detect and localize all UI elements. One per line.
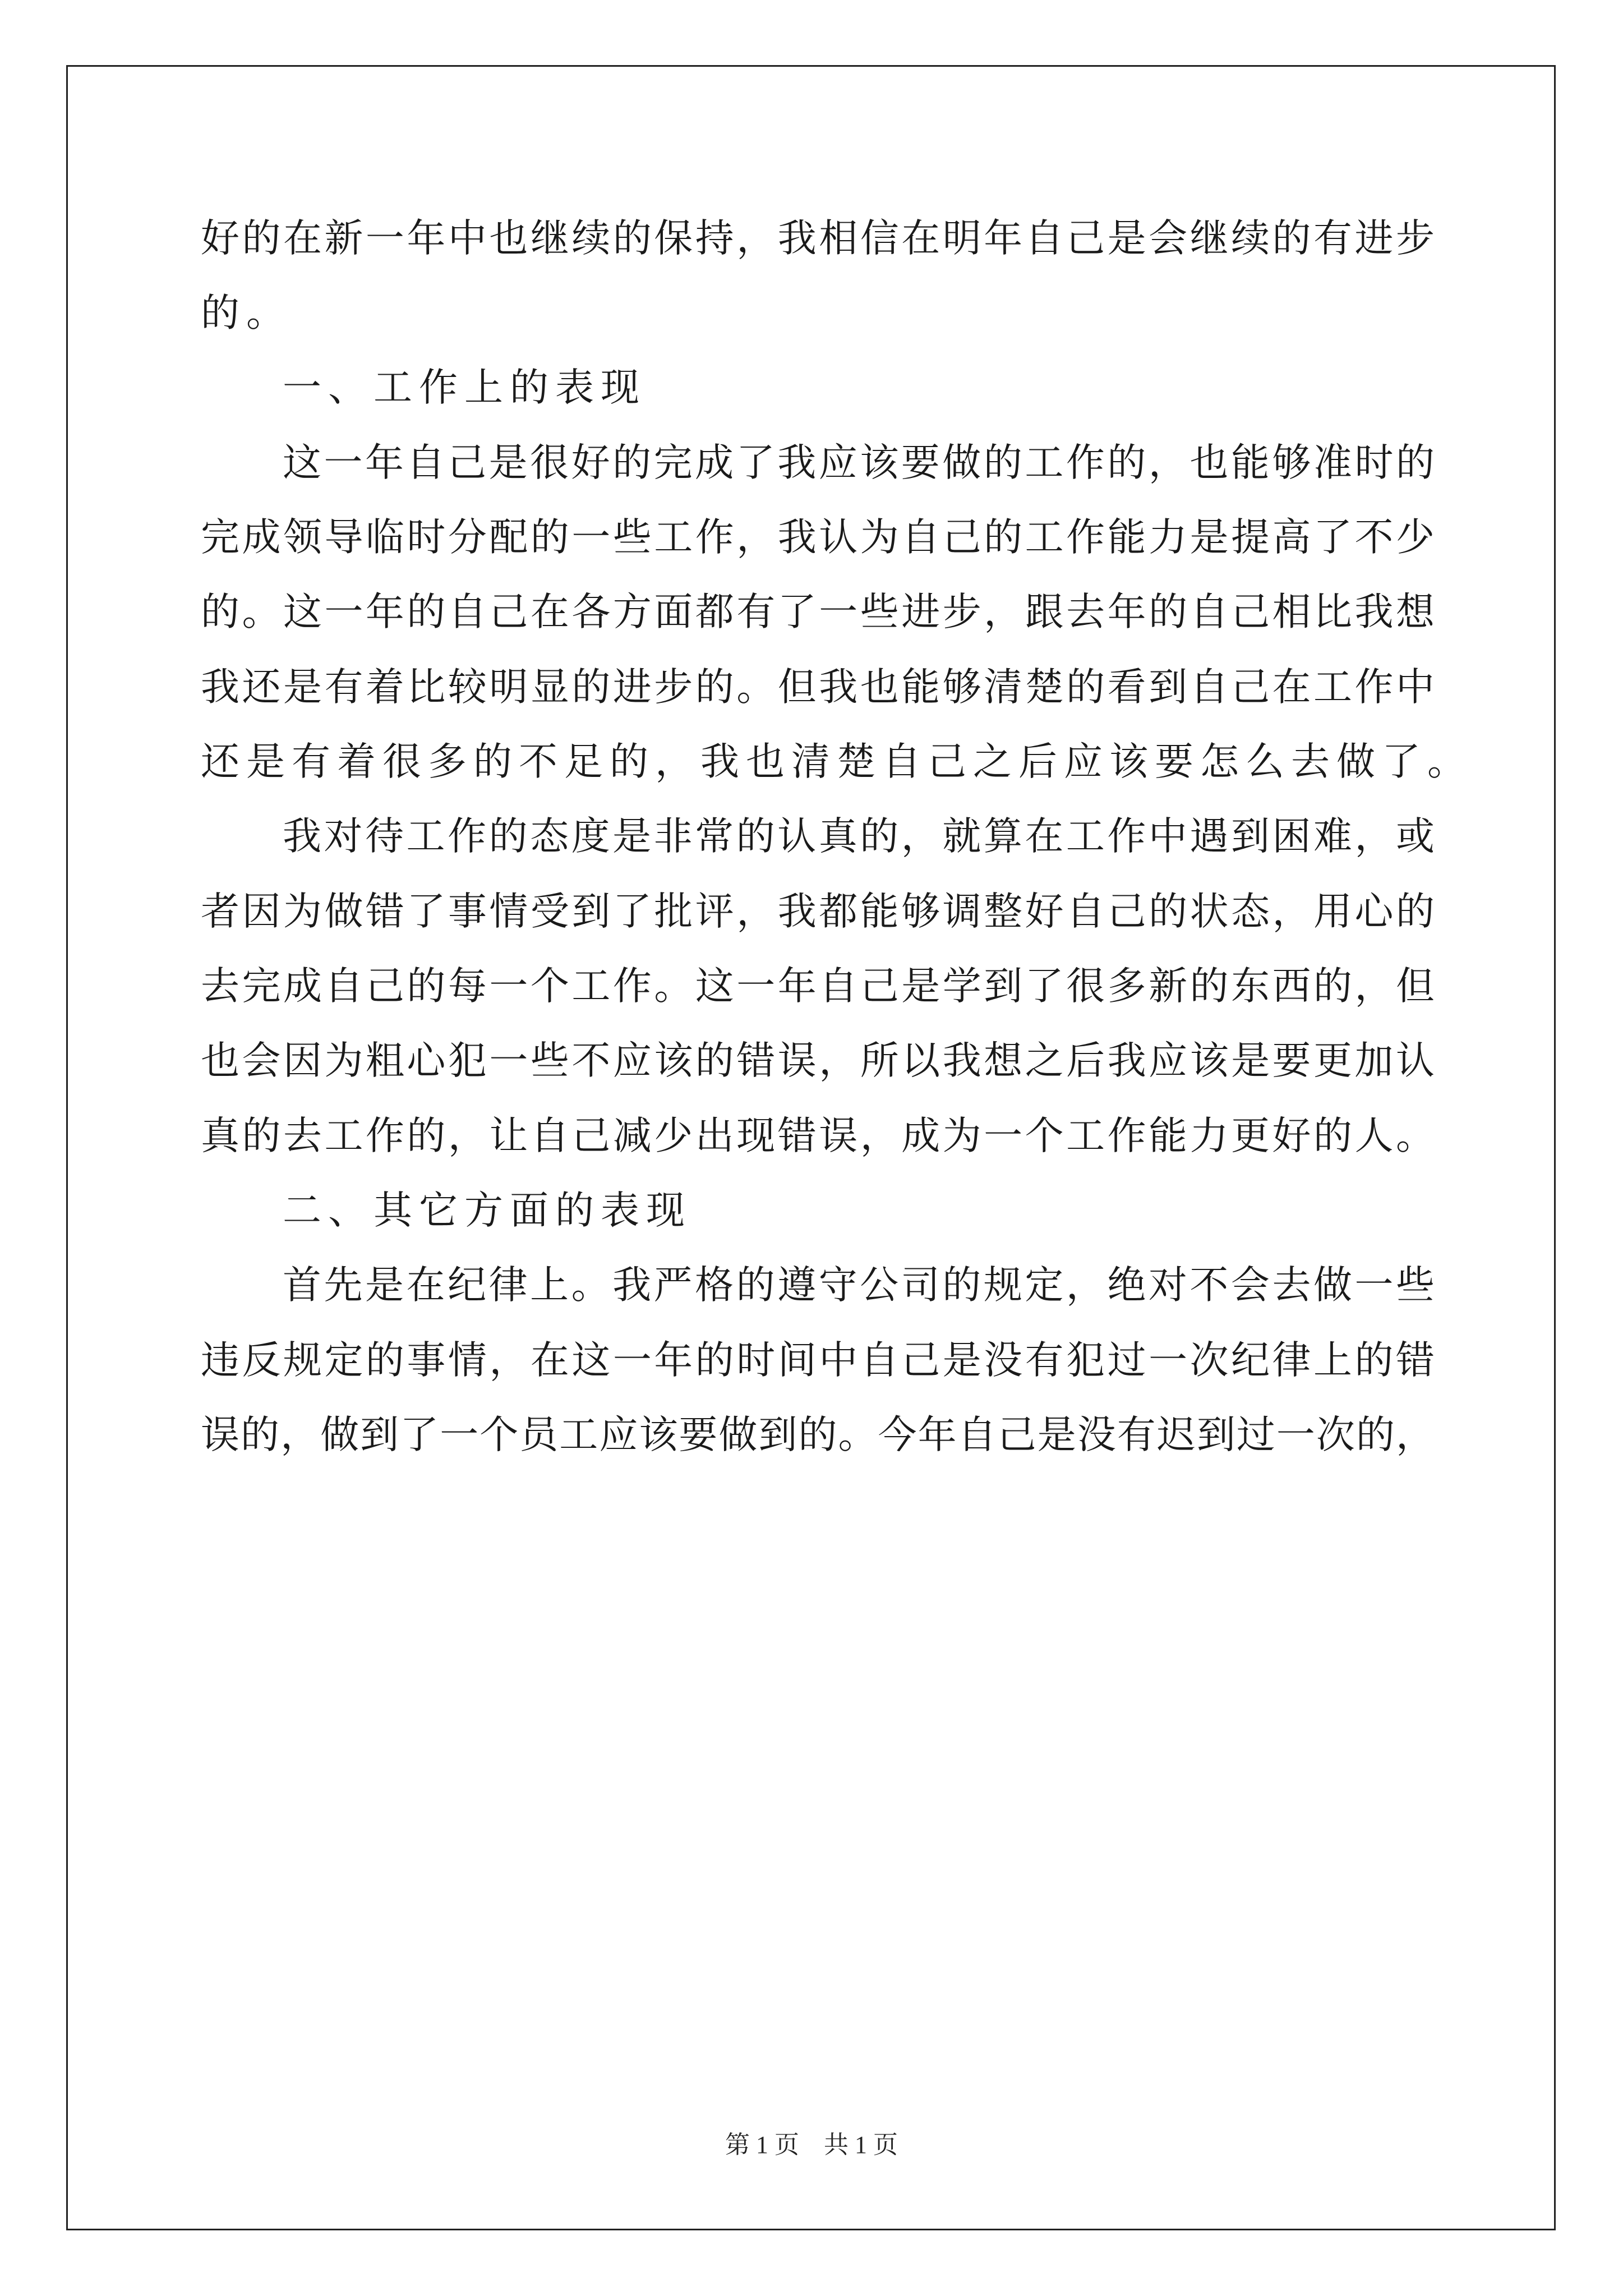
text-line: 去完成自己的每一个工作。这一年自己是学到了很多新的东西的，但	[201, 964, 1435, 1009]
text-line: 这一年自己是很好的完成了我应该要做的工作的，也能够准时的	[283, 440, 1435, 485]
text-line: 真的去工作的，让自己减少出现错误，成为一个工作能力更好的人。	[201, 1114, 1435, 1158]
text-line: 也会因为粗心犯一些不应该的错误，所以我想之后我应该是要更加认	[201, 1038, 1435, 1083]
text-line: 我还是有着比较明显的进步的。但我也能够清楚的看到自己在工作中	[201, 665, 1435, 710]
section-heading-work: 一、工作上的表现	[283, 365, 646, 410]
text-line: 还是有着很多的不足的，我也清楚自己之后应该要怎么去做了。	[201, 739, 1473, 784]
text-line: 完成领导临时分配的一些工作，我认为自己的工作能力是提高了不少	[201, 515, 1435, 560]
text-line: 者因为做错了事情受到了批评，我都能够调整好自己的状态，用心的	[201, 889, 1435, 934]
page-total: 共 1 页	[824, 2131, 898, 2159]
text-line: 首先是在纪律上。我严格的遵守公司的规定，绝对不会去做一些	[283, 1263, 1435, 1308]
text-line: 误的，做到了一个员工应该要做到的。今年自己是没有迟到过一次的，	[201, 1412, 1435, 1457]
page-number: 第 1 页	[725, 2131, 799, 2159]
text-line: 我对待工作的态度是非常的认真的，就算在工作中遇到困难，或	[283, 814, 1435, 859]
page-footer	[0, 2129, 1623, 2161]
section-heading-other: 二、其它方面的表现	[283, 1188, 691, 1233]
text-line: 好的在新一年中也继续的保持，我相信在明年自己是会继续的有进步	[201, 216, 1435, 261]
text-line: 违反规定的事情，在这一年的时间中自己是没有犯过一次纪律上的错	[201, 1338, 1435, 1383]
text-line: 的。这一年的自己在各方面都有了一些进步，跟去年的自己相比我想	[201, 590, 1435, 634]
text-line: 的。	[201, 291, 292, 335]
